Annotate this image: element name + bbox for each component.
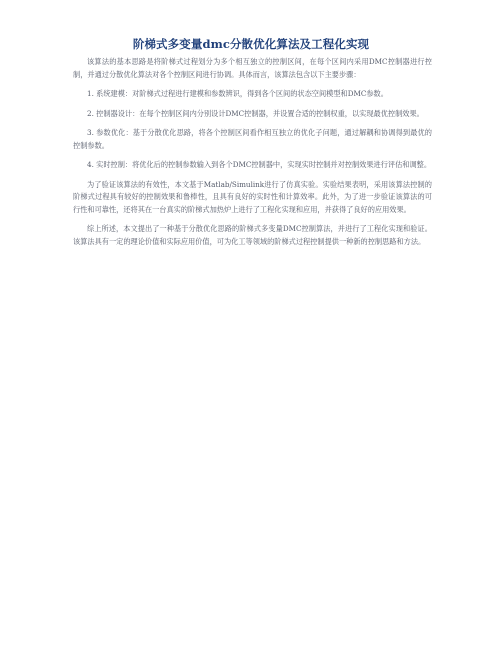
step-realtime-control-paragraph: 4. 实时控制：将优化后的控制参数输入到各个DMC控制器中，实现实时控制并对控制效果进行评估和调整。: [87, 160, 432, 169]
document-title: 阶梯式多变量dmc分散优化算法及工程化实现: [132, 37, 370, 51]
step-controller-design-paragraph: 2. 控制器设计：在每个控制区间内分别设计DMC控制器，并设置合适的控制权重，以实现最优控制效果。: [87, 108, 424, 118]
step-parameter-optimization-paragraph: 3. 参数优化：基于分散优化思路，将各个控制区间看作相互独立的优化子问题，通过解耦和协调得到最优的控制参数。: [73, 128, 432, 150]
intro-paragraph: 该算法的基本思路是将阶梯式过程划分为多个相互独立的控制区间，在每个区间内采用DMC控制器进行控制，并通过分散优化算法对各个控制区间进行协调。具体而言，该算法包含以下主要步骤：: [73, 57, 432, 79]
conclusion-paragraph: 综上所述，本文提出了一种基于分散优化思路的阶梯式多变量DMC控制算法，并进行了工程化实现和验证。该算法具有一定的理论价值和实际应用价值，可为化工等领域的阶梯式过程控制提供一种新的控制思路和方法。: [73, 224, 432, 246]
validation-paragraph: 为了验证该算法的有效性，本文基于Matlab/Simulink进行了仿真实验。实验结果表明，采用该算法控制的阶梯式过程具有较好的控制效果和鲁棒性，且具有良好的实时性和计算效率。此外，为了进一步验证该算法的可行性和可靠性，还将其在一台真实的阶梯式加热炉上进行了工程化实现和应用，并获得了良好的应用效果。: [73, 179, 432, 214]
step-modeling-paragraph: 1. 系统建模：对阶梯式过程进行建模和参数辨识，得到各个区间的状态空间模型和DMC参数。: [87, 89, 388, 98]
document-body: [73, 56, 432, 255]
